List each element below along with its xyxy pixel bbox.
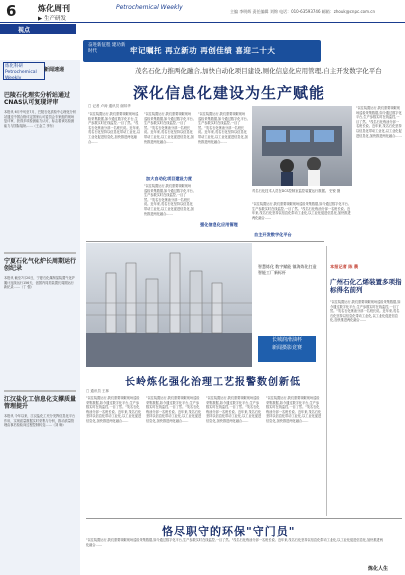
control-room-photo-icon (252, 106, 352, 186)
sidebar-divider (4, 252, 76, 254)
article-subhead-1: 加大自动化项目建设力度 (146, 176, 193, 181)
photo-contest-badge (258, 336, 316, 362)
bottom-body: "以往装置运行,我们需要频繁现场巡检采集数据,如今通过数字化平台,生产参数实时在线监控,一目了然。"茂名石化炼油分部一名班长说。近年来,茂名石化坚持以信息化带动工业化,以工业化促进信息化,加快推进两化融合…… (86, 538, 383, 547)
newspaper-brand: Petrochemical Weekly (116, 4, 183, 11)
article-byline: □ 记者 卢涛 通讯员 谢邦华 (88, 104, 131, 108)
section-bar-label: 视点 (18, 27, 31, 34)
article-photo (252, 106, 352, 186)
footer-label: 炼化人生 (368, 566, 389, 572)
article-column-4: "以往装置运行,我们需要频繁现场巡检采集数据,如今通过数字化平台,生产参数实时在线监控,一目了然。"茂名石化炼油分部一名班长说。近年来,茂名石化坚持以信息化带动工业化,以工业化促进信息化,加快推进两化融合…… (356, 106, 402, 138)
badge-sub: 新闻摄影竞赛 (271, 345, 302, 351)
feature-column-3: "以往装置运行,我们需要频繁现场巡检采集数据,如今通过数字化平台,生产参数实时在线监控,一目了然。"茂名石化炼油分部一名班长说。近年来,茂名石化坚持以信息化带动工业化,以工业化促进信息化,加快推进两化融合…… (206, 396, 262, 423)
article-column-2: "以往装置运行,我们需要频繁现场巡检采集数据,如今通过数字化平台,生产参数实时在线监控,一目了然。"茂名石化炼油分部一名班长说。近年来,茂名石化坚持以信息化带动工业化,以工业化促进信息化,加快推进两化融合…… (144, 112, 194, 144)
feature-column-1: "以往装置运行,我们需要频繁现场巡检采集数据,如今通过数字化平台,生产参数实时在线监控,一目了然。"茂名石化炼油分部一名班长说。近年来,茂名石化坚持以信息化带动工业化,以工业化促进信息化,加快推进两化融合…… (86, 396, 142, 423)
right-column-body: "以往装置运行,我们需要频繁现场巡检采集数据,如今通过数字化平台,生产参数实时在线监控,一目了然。"茂名石化炼油分部一名班长说。近年来,茂名石化坚持以信息化带动工业化,以工业化促进信息化,加快推进两化融合…… (330, 300, 401, 323)
section-bar (0, 24, 76, 34)
sidebar-headline-2[interactable]: 宁夏石化气化炉长周期运行创纪录 (4, 258, 77, 272)
right-column-headline[interactable]: 广州石化乙烯装置多项指标得名前列 (330, 278, 402, 294)
feature-photo (86, 243, 252, 367)
newspaper-title: 炼化周刊 (38, 4, 70, 13)
section-label: ▶ 生产研发 (38, 16, 66, 22)
section-divider (86, 241, 324, 242)
refinery-photo-icon (86, 243, 252, 367)
section-divider (86, 518, 402, 519)
article-deck: 茂名石化力推两化融合,加快自动化项目建设,厕化信息化应用管理,自主开发数字化平台 (135, 67, 382, 75)
article-column-2b: "以往装置运行,我们需要频繁现场巡检采集数据,如今通过数字化平台,生产参数实时在线监控,一目了然。"茂名石化炼油分部一名班长说。近年来,茂名石化坚持以信息化带动工业化,以工业化促进信息化,加快推进两化融合…… (144, 184, 194, 216)
banner-tag: 奋进新征程 建功新时代 (88, 43, 126, 54)
sidebar-body-2: 本报讯 截至7月20日，宁夏石化煤制氢装置气化炉累计连续运行156天，创国内同类装置长周期运行新纪录……（丁 强） (4, 276, 75, 290)
header-rule (0, 22, 405, 23)
page-number: 6 (6, 2, 17, 20)
article-subhead-2: 强化信息化应用管理 (200, 222, 238, 227)
feature-byline: □ 通讯员 王林 (86, 389, 110, 393)
article-column-1: "以往装置运行,我们需要频繁现场巡检采集数据,如今通过数字化平台,生产参数实时在线监控,一目了然。"茂名石化炼油分部一名班长说。近年来,茂名石化坚持以信息化带动工业化,以工业化促进信息化,加快推进两化融合…… (88, 112, 140, 144)
sidebar-label: 新闻速递 (44, 67, 65, 73)
photo-caption: 茂名石化技术人员在DCS控制室监控装置运行数据。 史锐 摄 (252, 189, 341, 193)
column-divider (326, 246, 327, 516)
sidebar-headline-1[interactable]: 巴陵石化理实分析站通过CNAS认可复现评审 (4, 92, 71, 106)
bottom-headline[interactable]: 恪尽职守的环保"守门员" (162, 525, 296, 538)
right-column-author: 本报记者 陈 晨 (330, 264, 359, 269)
article-column-5: "以往装置运行,我们需要频繁现场巡检采集数据,如今通过数字化平台,生产参数实时在线监控,一目了然。"茂名石化炼油分部一名班长说。近年来,茂名石化坚持以信息化带动工业化,以工业化促进信息化,加快推进两化融合…… (252, 202, 351, 220)
article-column-3: "以往装置运行,我们需要频繁现场巡检采集数据,如今通过数字化平台,生产参数实时在线监控,一目了然。"茂名石化炼油分部一名班长说。近年来,茂名石化坚持以信息化带动工业化,以工业化促进信息化,加快推进两化融合…… (198, 112, 248, 144)
feature-column-2: "以往装置运行,我们需要频繁现场巡检采集数据,如今通过数字化平台,生产参数实时在线监控,一目了然。"茂名石化炼油分部一名班长说。近年来,茂名石化坚持以信息化带动工业化,以工业化促进信息化,加快推进两化融合…… (146, 396, 202, 423)
sidebar-headline-3[interactable]: 江汉盐化工信息化支撑质量管理提升 (4, 396, 77, 410)
sidebar-divider (4, 390, 76, 392)
feature-column-4: "以往装置运行,我们需要频繁现场巡检采集数据,如今通过数字化平台,生产参数实时在线监控,一目了然。"茂名石化炼油分部一名班长说。近年来,茂名石化坚持以信息化带动工业化,以工业化促进信息化,加快推进两化融合…… (266, 396, 322, 423)
banner-slogan: 牢记嘱托 再立新功 再创佳绩 喜迎二十大 (130, 46, 276, 55)
article-headline[interactable]: 深化信息化建设为生产赋能 (133, 84, 326, 102)
sidebar-logo-box: 炼化科研 Petrochemical Weekly (3, 62, 45, 80)
feature-headline[interactable]: 长岭炼化强化治理工艺报警数创新低 (125, 377, 301, 388)
editor-info: 主编 李明辉 责任编辑 刘锦 电话：010-63593746 邮箱：zhouk@cnpc.com.cn (230, 9, 376, 14)
sidebar-body-1: 本报讯 6月中旬至7月，巴陵石化质检中心理化分析站通过中国合格评定国家认可委员会专家组的现场复评审，获得多项检测能力认可，标志着该站检测能力与国际接轨……（王金兰 李东） (4, 110, 77, 128)
badge-name: 长城润滑油杯 (271, 337, 302, 343)
sidebar-body-3: 本报讯 今年以来，江汉盐化工充分发挥信息化平台作用，实现质量数据实时采集与分析，推动质量管理由事后检验向过程控制转变……（刘 畅） (4, 414, 76, 428)
article-subhead-3: 自主开发数字化平台 (254, 232, 292, 237)
feature-overlay-title: 智慧炼化 数字赋能 镇海炼化打造智能工厂新标杆 (258, 264, 317, 275)
